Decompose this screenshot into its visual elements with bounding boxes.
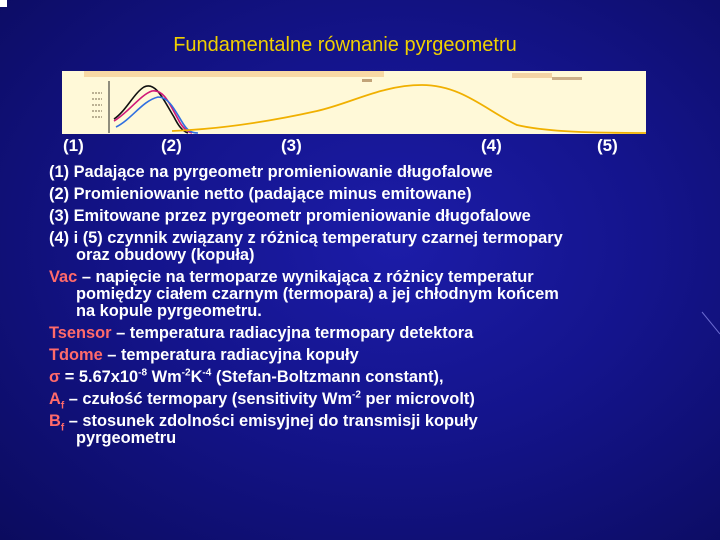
af-term xyxy=(49,390,65,412)
af-symbol: A xyxy=(49,390,61,408)
sigma-definition xyxy=(49,366,709,388)
af-exponent: -2 xyxy=(352,389,361,401)
slide-title: Fundamentalne równanie pyrgeometru xyxy=(173,34,517,56)
sigma-description: (Stefan-Boltzmann constant), xyxy=(211,368,444,386)
explanation-text xyxy=(49,161,709,449)
tdome-term: Tdome xyxy=(49,346,103,364)
decorative-line xyxy=(700,300,720,340)
term-label-5: (5) xyxy=(597,136,618,155)
corner-marker xyxy=(0,0,7,7)
term-label-2: (2) xyxy=(161,136,182,155)
bf-symbol: B xyxy=(49,412,61,430)
equation-image xyxy=(62,71,646,134)
line-4-continued: oraz obudowy (kopuła) xyxy=(76,246,255,264)
bf-text: – stosunek zdolności emisyjnej do transmisji kopuły xyxy=(64,412,478,430)
sigma-exponent: -8 xyxy=(138,367,148,379)
af-text: – czułość termopary (sensitivity Wm xyxy=(64,390,353,408)
tdome-text: – temperatura radiacyjna kopuły xyxy=(102,346,359,364)
bf-term xyxy=(49,412,65,434)
term-label-3: (3) xyxy=(281,136,302,155)
term-label-1: (1) xyxy=(63,136,84,155)
sigma-unit-exp-m: -2 xyxy=(181,367,191,379)
sigma-unit-w: Wm xyxy=(147,368,182,386)
af-subscript: f xyxy=(60,400,65,412)
line-4: (4) i (5) czynnik związany z różnicą temperatury czarnej termopary xyxy=(49,229,563,247)
vac-text: – napięcie na termoparze wynikająca z różnicy temperatur xyxy=(77,268,534,286)
bf-subscript: f xyxy=(60,422,65,434)
tsensor-text: – temperatura radiacyjna termopary detektora xyxy=(111,324,474,342)
term-label-4: (4) xyxy=(481,136,502,155)
vac-continued-2: na kopule pyrgeometru. xyxy=(76,302,262,320)
sigma-term: σ xyxy=(49,368,61,386)
vac-term: Vac xyxy=(49,268,78,286)
sigma-unit-exp-k: -4 xyxy=(202,367,212,379)
sigma-unit-k: K xyxy=(190,368,203,386)
tdome-definition xyxy=(49,344,709,366)
line-1: (1) Padające na pyrgeometr promieniowanie długofalowe xyxy=(49,163,493,181)
af-text-end: per microvolt) xyxy=(360,390,475,408)
sigma-value: = 5.67x10 xyxy=(60,368,139,386)
tsensor-definition xyxy=(49,322,709,344)
af-definition xyxy=(49,388,709,410)
equation-graphic xyxy=(62,71,646,134)
tsensor-term: Tsensor xyxy=(49,324,112,342)
bf-continued: pyrgeometru xyxy=(76,429,177,447)
line-3: (3) Emitowane przez pyrgeometr promieniowanie długofalowe xyxy=(49,207,531,225)
equation-term-labels xyxy=(0,136,720,158)
line-2: (2) Promieniowanie netto (padające minus emitowane) xyxy=(49,185,472,203)
vac-continued-1: pomiędzy ciałem czarnym (termopara) a jej chłodnym końcem xyxy=(76,285,559,303)
